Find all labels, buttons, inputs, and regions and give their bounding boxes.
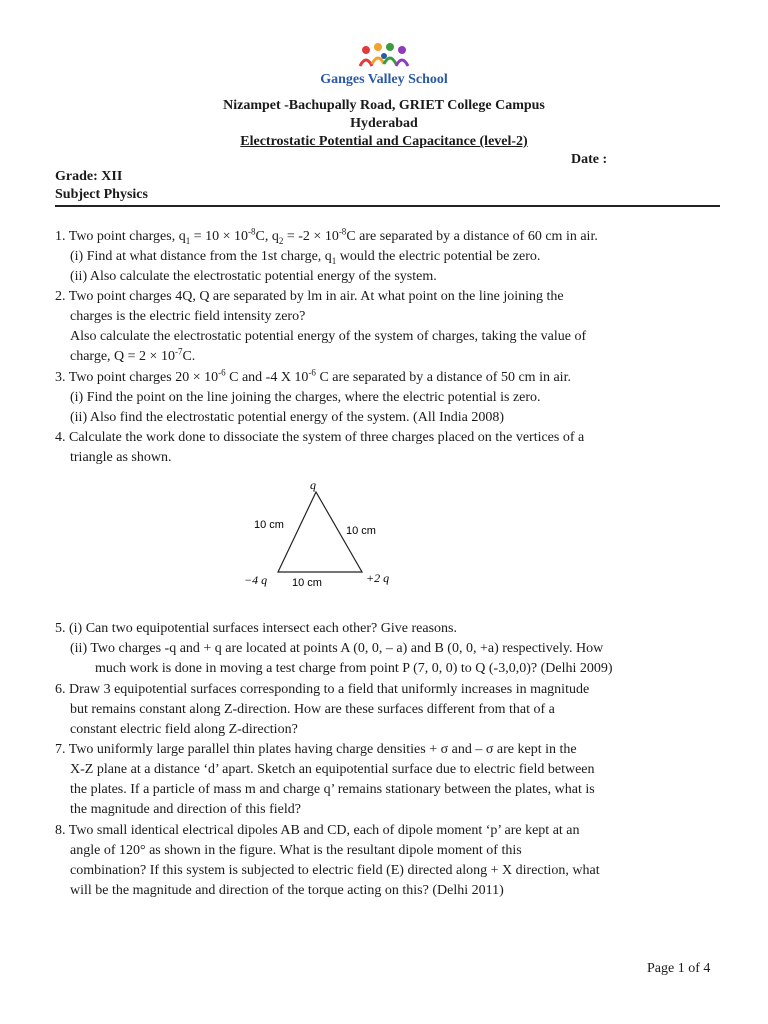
right-side-label: 10 cm [346,525,376,537]
left-charge-label: −4 q [244,573,268,587]
question-1-part-ii: (ii) Also calculate the electrostatic potential energy of the system. [70,269,437,284]
question-7-line-4: the magnitude and direction of this field? [70,802,301,817]
question-3-text: 3. Two point charges $20 \times 10^{-6}$ C and -4 X $10^{-6}$ C are separated by a distance of 50 cm in air. [55,367,571,385]
question-5-part-i: 5. (i) Can two equipotential surfaces intersect each other? Give reasons. [55,621,457,636]
question-6-line-1: 6. Draw 3 equipotential surfaces corresponding to a field that uniformly increases in magnitude [55,682,590,697]
question-5-part-ii-cont: much work is done in moving a test charge from point P (7, 0, 0) to Q (-3,0,0)? (Delhi 2009) [95,661,613,676]
school-logo-icon [352,40,416,72]
page-number: Page 1 of 4 [647,961,711,976]
grade-label: Grade: XII [55,169,123,184]
question-5-part-ii: (ii) Two charges -q and + q are located at points A (0, 0, – a) and B (0, 0, +a) respectively. How [70,641,604,656]
subject-label: Subject Physics [55,187,148,202]
question-7-line-2: X-Z plane at a distance ‘d’ apart. Sketch an equipotential surface due to electric field between [70,762,595,777]
charge-triangle-figure [236,476,406,594]
question-3 [55,368,725,428]
question-6 [55,680,725,740]
question-5 [55,619,725,679]
question-8-line-4: will be the magnitude and direction of the torque acting on this? (Delhi 2011) [70,883,504,898]
date-label: Date : [571,152,608,167]
question-8-line-3: combination? If this system is subjected to electric field (E) directed along + X direction, what [70,863,600,878]
question-8 [55,821,725,901]
question-1-text: 1. Two point charges, $q_1 = 10 \times 10^{-8}C$, $q_2 = -2 \times 10^{-8}C$ are separated by a distance of 60 cm in air. [55,226,598,246]
question-3-part-i: (i) Find the point on the line joining the charges, where the electric potential is zero. [70,390,541,405]
question-8-line-2: angle of 120° as shown in the figure. What is the resultant dipole moment of this [70,843,522,858]
question-4-line-1: 4. Calculate the work done to dissociate the system of three charges placed on the vertices of a [55,430,585,445]
question-1 [55,227,725,287]
school-name: Ganges Valley School [320,72,448,87]
left-side-label: 10 cm [254,519,284,531]
question-4-line-2: triangle as shown. [70,450,172,465]
question-7-line-1: 7. Two uniformly large parallel thin plates having charge densities + σ and – σ are kept in the [55,742,577,757]
question-2-line-4: charge, $Q = 2 \times 10^{-7}C$. [70,346,196,364]
question-1-part-i: (i) Find at what distance from the 1st charge, $q_1$ would the electric potential be zero. [70,249,541,266]
question-3-part-ii: (ii) Also find the electrostatic potential energy of the system. (All India 2008) [70,410,505,425]
question-2-line-1: 2. Two point charges 4Q, Q are separated by lm in air. At what point on the line joining the [55,289,564,304]
question-6-line-2: but remains constant along Z-direction. How are these surfaces different from that of a [70,702,555,717]
bottom-side-label: 10 cm [292,577,322,589]
right-charge-label: +2 q [366,571,390,585]
question-8-line-1: 8. Two small identical electrical dipoles AB and CD, each of dipole moment ‘p’ are kept at an [55,823,580,838]
school-address: Nizampet -Bachupally Road, GRIET College Campus [223,98,545,113]
question-2-line-3: Also calculate the electrostatic potential energy of the system of charges, taking the value of [70,329,587,344]
question-4 [55,428,725,468]
question-2-line-2: charges is the electric field intensity zero? [70,309,306,324]
school-city: Hyderabad [350,116,418,131]
question-2 [55,287,725,367]
header-divider [55,205,720,207]
worksheet-title: Electrostatic Potential and Capacitance (level-2) [240,134,528,149]
question-6-line-3: constant electric field along Z-direction? [70,722,298,737]
question-7 [55,740,725,820]
top-charge-label: q [310,478,316,492]
question-7-line-3: the plates. If a particle of mass m and charge q’ remains stationary between the plates, what is [70,782,595,797]
